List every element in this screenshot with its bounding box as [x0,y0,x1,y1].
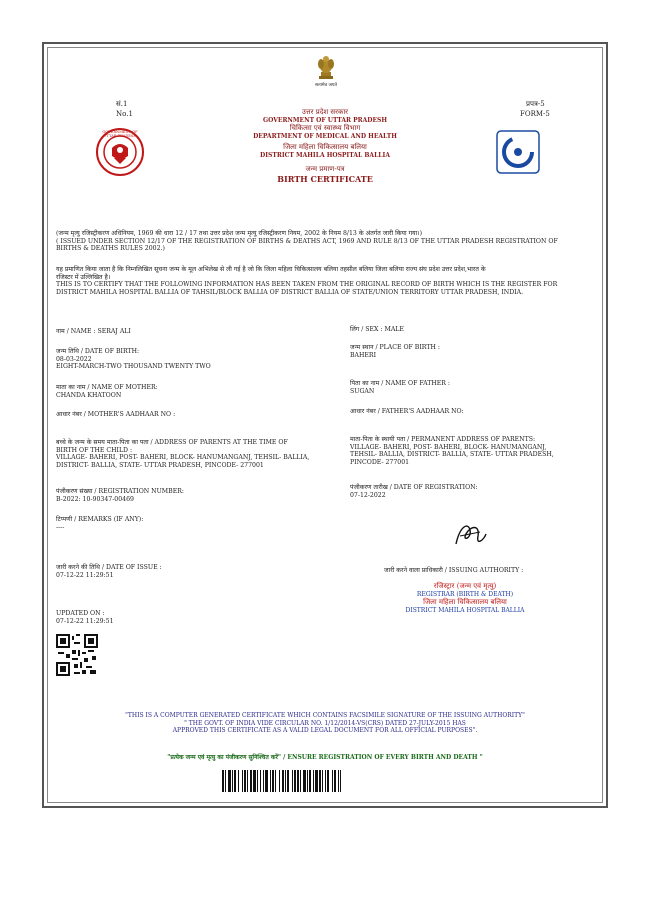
certificate-title: BIRTH CERTIFICATE [277,173,373,184]
father-name-value: SUGAN [350,387,375,395]
issued-under-line2: BIRTHS & DEATHS RULES 2002.) [56,245,165,253]
updated-on-label: UPDATED ON : [56,610,105,617]
permanent-address-line3: PINCODE- 277001 [350,458,410,466]
permanent-address-label: माता-पिता के स्थायी पता / PERMANENT ADDRESS OF PARENTS: [350,436,536,443]
dob-value: 08-03-2022 [56,355,92,363]
issued-under-hindi: (जन्म मृत्यु रजिस्ट्रीकरण अधिनियम, 1969 की धारा 12 / 17 तथा उत्तर प्रदेश जन्म मृत्यु रजिस्ट्रीकरण नियम, 2002 के नियम 8/13 के अंतर्गत जारी किया गया।) [56,230,423,237]
form-number-hindi: प्रपत्र-5 [526,100,545,108]
serial-no: No.1 [116,110,133,118]
child-sex: लिंग / SEX : MALE [350,326,404,333]
dob-label: जन्म तिथि / DATE OF BIRTH: [56,348,140,355]
govt-circular-note: " THE GOVT. OF INDIA VIDE CIRCULAR NO. 1/12/2014-VS(CRS) DATED 27-JULY-2015 HAS [184,719,466,727]
mother-name-value: CHANDA KHATOON [56,391,122,399]
gov-title-hindi: उत्तर प्रदेश सरकार [301,108,349,116]
hospital-title: DISTRICT MAHILA HOSPITAL BALLIA [260,151,390,159]
dept-title-hindi: चिकित्सा एवं स्वास्थ्य विभाग [289,124,361,132]
computer-generated-note: "THIS IS A COMPUTER GENERATED CERTIFICATE WHICH CONTAINS FACSIMILE SIGNATURE OF THE ISSUING AUTHORITY" [125,712,525,719]
approval-note: APPROVED THIS CERTIFICATE AS A VALID LEGAL DOCUMENT FOR ALL OFFICIAL PURPOSES". [172,727,478,734]
permanent-address-line1: VILLAGE- BAHERI, POST- BAHERI, BLOCK- HANUMANGANJ, [350,443,547,451]
issue-date-value: 07-12-22 11:29:51 [56,571,114,579]
registration-date-label: पंजीकरण तारीख / DATE OF REGISTRATION: [350,484,478,491]
remarks-value: ---- [56,523,65,531]
registrar-stamp-hindi: रजिस्ट्रार (जन्म एवं मृत्यु) [433,582,497,590]
hospital-title-hindi: जिला महिला चिकित्सालय बलिया [283,143,367,151]
registration-date-value: 07-12-2022 [350,491,386,499]
mother-aadhaar: आधार नंबर / MOTHER'S AADHAAR NO : [56,411,176,418]
remarks-label: टिप्पणी / REMARKS (IF ANY): [56,516,144,523]
registrar-hospital: DISTRICT MAHILA HOSPITAL BALLIA [405,606,525,614]
registration-number-label: पंजीकरण संख्या / REGISTRATION NUMBER: [56,488,184,495]
birth-address-line2: DISTRICT- BALLIA, STATE- UTTAR PRADESH, PINCODE- 277001 [56,461,264,469]
signature-icon [450,516,490,552]
serial-no-hindi: सं.1 [116,100,128,108]
certify-hindi-line2: रजिस्टर में उल्लिखित है। [56,273,111,281]
certificate-title-hindi: जन्म प्रमाण-पत्र [305,165,345,173]
father-aadhaar: आधार नंबर / FATHER'S AADHAAR NO: [350,408,464,415]
father-name-label: पिता का नाम / NAME OF FATHER : [350,380,450,387]
certify-line1: THIS IS TO CERTIFY THAT THE FOLLOWING INFORMATION HAS BEEN TAKEN FROM THE ORIGINAL RECORD OF BIRTH WHICH IS THE REGISTER FOR [56,281,558,289]
registrar-hospital-hindi: जिला महिला चिकित्सालय बलिया [423,598,507,606]
birth-address-line1: VILLAGE- BAHERI, POST- BAHERI, BLOCK- HANUMANGANJ, TEHSIL- BALLIA, [56,454,310,462]
birth-address-label-line2: BIRTH OF THE CHILD : [56,446,133,454]
certify-hindi-line1: यह प्रमाणित किया जाता है कि निम्नलिखित सूचना जन्म के मूल अभिलेख से ली गई है जो कि जिला महिला चिकित्सालय बलिया तहसील बलिया जिला बलिया राज्य संघ प्रदेश उत्तर प्रदेश,भारत के [56,266,486,273]
issue-date-label: जारी करने की तिथि / DATE OF ISSUE : [56,564,162,571]
birth-address-label-line1: बच्चे के जन्म के समय माता-पिता का पता / ADDRESS OF PARENTS AT THE TIME OF [56,439,288,446]
pob-label: जन्म स्थान / PLACE OF BIRTH : [350,344,440,351]
national-emblem-icon [314,54,338,82]
registration-logo-icon [496,130,540,174]
registration-slogan: "प्रत्येक जन्म एवं मृत्यु का पंजीकरण सुनिश्चित करें" / ENSURE REGISTRATION OF EVERY BIRTH AND DEATH " [167,754,483,761]
emblem-motto: सत्यमेव जयते [314,83,338,88]
pob-value: BAHERI [350,351,377,359]
issued-under-line1: ( ISSUED UNDER SECTION 12/17 OF THE REGISTRATION OF BIRTHS & DEATHS ACT, 1969 AND RULE 8/13 OF THE UTTAR PRADESH REGISTRATION OF [56,237,558,245]
child-name: नाम / NAME : SERAJ ALI [56,328,131,335]
form-number: FORM-5 [520,110,550,118]
qr-code-icon [56,634,98,676]
registration-number-value: B-2022: 10-90347-00469 [56,495,134,503]
barcode-icon [222,770,428,792]
registrar-stamp: REGISTRAR (BIRTH & DEATH) [416,590,514,598]
gov-title: GOVERNMENT OF UTTAR PRADESH [262,116,388,124]
certify-line2: DISTRICT MAHILA HOSPITAL BALLIA OF TAHSIL/BLOCK BALLIA OF DISTRICT BALLIA OF STATE/UNION TERRITORY UTTAR PRADESH, INDIA. [56,288,524,296]
mother-name-label: माता का नाम / NAME OF MOTHER: [56,384,158,391]
dob-words: EIGHT-MARCH-TWO THOUSAND TWENTY TWO [56,363,211,371]
dept-title: DEPARTMENT OF MEDICAL AND HEALTH [253,132,397,140]
updated-on-value: 07-12-22 11:29:51 [56,617,114,625]
permanent-address-line2: TEHSIL- BALLIA, DISTRICT- BALLIA, STATE- UTTAR PRADESH, [350,451,554,459]
seal-text: GOVERNMENT OF UTTAR PRADESH [102,130,138,138]
issuing-authority-label: जारी करने वाला प्राधिकारी / ISSUING AUTHORITY : [384,567,524,574]
